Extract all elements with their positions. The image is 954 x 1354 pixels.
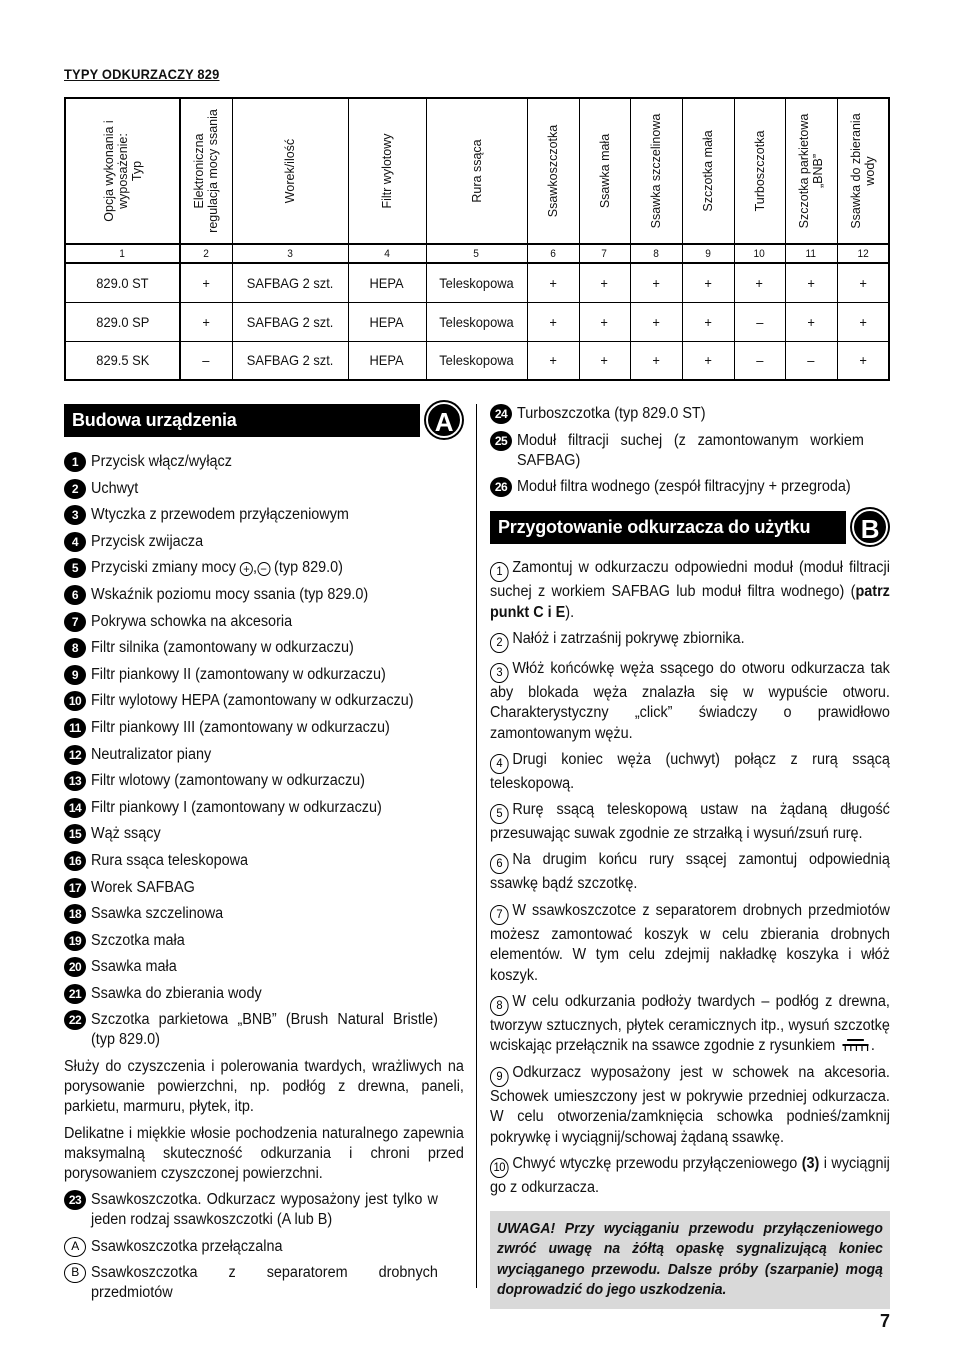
section-a-title: Budowa urządzenia: [72, 410, 237, 430]
number-badge: 12: [64, 745, 86, 765]
section-b-badge: B: [852, 509, 888, 545]
number-badge: 10: [64, 691, 86, 711]
number-badge: 17: [64, 878, 86, 898]
step-number-badge: 8: [490, 996, 509, 1016]
table-header-cell: Filtr wylotowy: [348, 98, 426, 244]
step-number-badge: 9: [490, 1067, 509, 1087]
column-number-cell: 9: [682, 244, 734, 263]
step-number-badge: 3: [490, 663, 509, 683]
list-item: 16 Rura ssąca teleskopowa: [64, 851, 464, 871]
table-cell: +: [682, 263, 734, 302]
table-cell: +: [837, 341, 889, 380]
number-badge: 8: [64, 638, 86, 658]
step-item: 3 Włóż końcówkę węża ssącego do otworu odkurzacza tak aby blokada węża znalazła się w wypuście otworu. Charakterystyczny „click” świadczy o prawidłowo zamontowanym wężu.: [490, 659, 890, 742]
table-cell: +: [630, 302, 682, 341]
section-b-title: Przygotowanie odkurzacza do użytku: [498, 517, 811, 538]
table-cell: –: [180, 341, 232, 380]
step-number-badge: 5: [490, 804, 509, 824]
number-badge: 11: [64, 718, 86, 738]
number-badge: 25: [490, 431, 512, 451]
table-header-cell: Turboszczotka: [734, 98, 785, 244]
number-badge: 2: [64, 479, 86, 499]
table-cell: Teleskopowa: [426, 302, 527, 341]
table-number-row: [65, 244, 889, 263]
number-badge: 14: [64, 798, 86, 818]
list-item: 24 Turboszczotka (typ 829.0 ST): [490, 404, 890, 424]
column-number-cell: 11: [785, 244, 837, 263]
table-cell: +: [630, 341, 682, 380]
table-cell: +: [630, 263, 682, 302]
table-cell: –: [734, 341, 785, 380]
column-number-cell: 8: [630, 244, 682, 263]
step-number-badge: 2: [490, 633, 509, 653]
paragraph: Delikatne i miękkie włosie pochodzenia naturalnego zapewnia maksymalną skuteczność odkurzania i chroni przed porysowaniem czyszczonej powierzchni.: [64, 1124, 464, 1182]
table-cell: +: [682, 302, 734, 341]
paragraph: Służy do czyszczenia i polerowania twardych, wrażliwych na porysowanie powierzchni, np. podłóg z drewna, paneli, parkietu, marmuru, płytek, itp.: [64, 1058, 464, 1116]
number-badge: 4: [64, 532, 86, 552]
step-item: 1 Zamontuj w odkurzaczu odpowiedni moduł (moduł filtracji suchej z workiem SAFBAG lub moduł filtra wodnego) (patrz punkt C i E).: [490, 559, 890, 621]
list-item: 9 Filtr piankowy II (zamontowany w odkurzaczu): [64, 665, 464, 685]
section-a-badge: A: [426, 402, 462, 438]
table-cell: –: [785, 341, 837, 380]
step-number-badge: 6: [490, 854, 509, 874]
step-item: 9 Odkurzacz wyposażony jest w schowek na akcesoria. Schowek umieszczony jest w pokrywie przedniej odkurzacza. W celu otworzenia/zamknięcia schowka podnieś/zamknij pokrywkę i wyciągnij/schowaj żądaną ssawkę.: [490, 1063, 890, 1146]
section-a-header: [64, 404, 454, 437]
table-header-cell: Szczotka mała: [682, 98, 734, 244]
table-row: [65, 302, 889, 341]
table-cell: +: [682, 341, 734, 380]
list-item: 10 Filtr wylotowy HEPA (zamontowany w odkurzaczu): [64, 691, 464, 711]
left-column: [64, 404, 464, 1310]
table-header-row: [65, 98, 889, 244]
page-title: TYPY ODKURZACZY 829: [64, 66, 220, 82]
table-cell: HEPA: [348, 341, 426, 380]
number-badge: 18: [64, 904, 86, 924]
letter-badge: A: [64, 1237, 86, 1257]
warning-box: UWAGA! Przy wyciąganiu przewodu przyłączeniowego zwróć uwagę na żółtą opaskę sygnalizującą koniec wyciąganego przewodu. Dalsze próby (szarpanie) mogą doprowadzić do jego uszkodzenia.: [490, 1211, 890, 1309]
table-cell: 829.5 SK: [65, 341, 180, 380]
table-header-cell: Ssawkoszczotka: [527, 98, 579, 244]
table-header-cell: Opcja wykonania i wyposażenie: Typ: [65, 98, 180, 244]
plus-icon: +: [240, 562, 253, 576]
table-cell: SAFBAG 2 szt.: [232, 341, 348, 380]
column-divider: [476, 404, 477, 1288]
number-badge: 7: [64, 612, 86, 632]
section-b-header: [490, 511, 880, 545]
table-cell: +: [527, 302, 579, 341]
column-number-cell: 4: [348, 244, 426, 263]
column-number-cell: 5: [426, 244, 527, 263]
page-number: 7: [880, 1311, 891, 1331]
table-cell: +: [837, 263, 889, 302]
list-item: 26 Moduł filtra wodnego (zespół filtracyjny + przegroda): [490, 477, 890, 497]
component-list: [64, 452, 464, 1050]
column-number-cell: 1: [65, 244, 180, 263]
step-item: 10 Chwyć wtyczkę przewodu przyłączeniowego (3) i wyciągnij go z odkurzacza.: [490, 1155, 890, 1197]
table-header-cell: Elektroniczna regulacja mocy ssania: [180, 98, 232, 244]
list-item: 13 Filtr wlotowy (zamontowany w odkurzaczu): [64, 771, 464, 791]
table-cell: SAFBAG 2 szt.: [232, 302, 348, 341]
steps-list: [490, 558, 890, 1198]
number-badge: 16: [64, 851, 86, 871]
brush-switch-icon: [839, 1038, 871, 1052]
table-row: [65, 263, 889, 302]
list-item: 5 Przyciski zmiany mocy + , − (typ 829.0): [64, 558, 464, 578]
table-cell: +: [527, 341, 579, 380]
list-item: 20 Ssawka mała: [64, 957, 464, 977]
number-badge: 24: [490, 404, 512, 424]
list-item: 2 Uchwyt: [64, 479, 464, 499]
list-item: 11 Filtr piankowy III (zamontowany w odkurzaczu): [64, 718, 464, 738]
list-item: 12 Neutralizator piany: [64, 745, 464, 765]
table-cell: SAFBAG 2 szt.: [232, 263, 348, 302]
step-item: 4 Drugi koniec węża (uchwyt) połącz z rurą ssącą teleskopową.: [490, 750, 890, 792]
list-item: 1 Przycisk włącz/wyłącz: [64, 452, 464, 472]
list-item: 15 Wąż ssący: [64, 824, 464, 844]
step-item: 2 Nałóż i zatrzaśnij pokrywę zbiornika.: [490, 629, 890, 653]
table-cell: +: [785, 263, 837, 302]
number-badge: 6: [64, 585, 86, 605]
letter-badge: B: [64, 1263, 86, 1283]
column-number-cell: 3: [232, 244, 348, 263]
table-row: [65, 341, 889, 380]
number-badge: 23: [64, 1190, 86, 1210]
number-badge: 19: [64, 931, 86, 951]
list-item: 25 Moduł filtracji suchej (z zamontowanym workiem SAFBAG): [490, 431, 890, 471]
column-number-cell: 12: [837, 244, 889, 263]
minus-icon: −: [257, 562, 270, 576]
table-cell: +: [527, 263, 579, 302]
list-item: 4 Przycisk zwijacza: [64, 532, 464, 552]
list-item: 22 Szczotka parkietowa „BNB” (Brush Natural Bristle) (typ 829.0): [64, 1010, 464, 1050]
column-number-cell: 7: [579, 244, 630, 263]
column-number-cell: 10: [734, 244, 785, 263]
step-item: 7 W ssawkoszczotce z separatorem drobnych przedmiotów możesz zamontować koszyk w celu zbierania drobnych elementów. W tym celu zdejmij nakładkę koszyka i włóż koszyk.: [490, 901, 890, 984]
number-badge: 15: [64, 824, 86, 844]
table-cell: +: [579, 263, 630, 302]
step-item: 5 Rurę ssącą teleskopową ustaw na żądaną długość przesuwając suwak zgodnie ze strzałką i wysuń/zsuń rurę.: [490, 801, 890, 843]
list-item: 3 Wtyczka z przewodem przyłączeniowym: [64, 505, 464, 525]
table-cell: +: [579, 302, 630, 341]
number-badge: 22: [64, 1010, 86, 1030]
table-cell: +: [180, 263, 232, 302]
table-header-cell: Worek/ilość: [232, 98, 348, 244]
number-badge: 9: [64, 665, 86, 685]
table-cell: +: [837, 302, 889, 341]
step-number-badge: 7: [490, 905, 509, 925]
list-item: 8 Filtr silnika (zamontowany w odkurzaczu): [64, 638, 464, 658]
number-badge: 3: [64, 505, 86, 525]
number-badge: 21: [64, 984, 86, 1004]
table-cell: +: [785, 302, 837, 341]
list-item: 6 Wskaźnik poziomu mocy ssania (typ 829.0): [64, 585, 464, 605]
table-cell: HEPA: [348, 302, 426, 341]
list-item: 23 Ssawkoszczotka. Odkurzacz wyposażony jest tylko w jeden rodzaj ssawkoszczotki (A lub B): [64, 1190, 464, 1230]
step-item: 8 W celu odkurzania podłoży twardych – podłóg z drewna, tworzyw sztucznych, płytek ceramicznych itp., wysuń szczotkę wciskając przełącznik na ssawce zgodnie z rysunkiem .: [490, 992, 890, 1055]
table-cell: 829.0 SP: [65, 302, 180, 341]
table-cell: 829.0 ST: [65, 263, 180, 302]
table-cell: –: [734, 302, 785, 341]
list-item: 18 Ssawka szczelinowa: [64, 904, 464, 924]
list-item: B Ssawkoszczotka z separatorem drobnych przedmiotów: [64, 1263, 464, 1303]
step-number-badge: 10: [490, 1158, 509, 1178]
list-item: 7 Pokrywa schowka na akcesoria: [64, 612, 464, 632]
table-header-cell: Ssawka szczelinowa: [630, 98, 682, 244]
table-header-cell: Rura ssąca: [426, 98, 527, 244]
table-cell: +: [734, 263, 785, 302]
step-number-badge: 4: [490, 754, 509, 774]
number-badge: 5: [64, 558, 86, 578]
list-item: 21 Ssawka do zbierania wody: [64, 984, 464, 1004]
list-item: 14 Filtr piankowy I (zamontowany w odkurzaczu): [64, 798, 464, 818]
column-number-cell: 2: [180, 244, 232, 263]
table-header-cell: Ssawka mała: [579, 98, 630, 244]
list-item: 17 Worek SAFBAG: [64, 878, 464, 898]
table-cell: Teleskopowa: [426, 341, 527, 380]
column-number-cell: 6: [527, 244, 579, 263]
step-number-badge: 1: [490, 562, 509, 582]
right-column: [490, 404, 890, 1309]
step-item: 6 Na drugim końcu rury ssącej zamontuj odpowiednią ssawkę bądź szczotkę.: [490, 851, 890, 893]
table-cell: Teleskopowa: [426, 263, 527, 302]
list-item: A Ssawkoszczotka przełączalna: [64, 1237, 464, 1257]
table-cell: +: [180, 302, 232, 341]
table-cell: +: [579, 341, 630, 380]
spec-table: [64, 97, 890, 381]
number-badge: 26: [490, 477, 512, 497]
number-badge: 1: [64, 452, 86, 472]
table-header-cell: Ssawka do zbierania wody: [837, 98, 889, 244]
table-header-cell: Szczotka parkietowa „BNB”: [785, 98, 837, 244]
list-item: 19 Szczotka mała: [64, 931, 464, 951]
number-badge: 13: [64, 771, 86, 791]
number-badge: 20: [64, 957, 86, 977]
table-cell: HEPA: [348, 263, 426, 302]
